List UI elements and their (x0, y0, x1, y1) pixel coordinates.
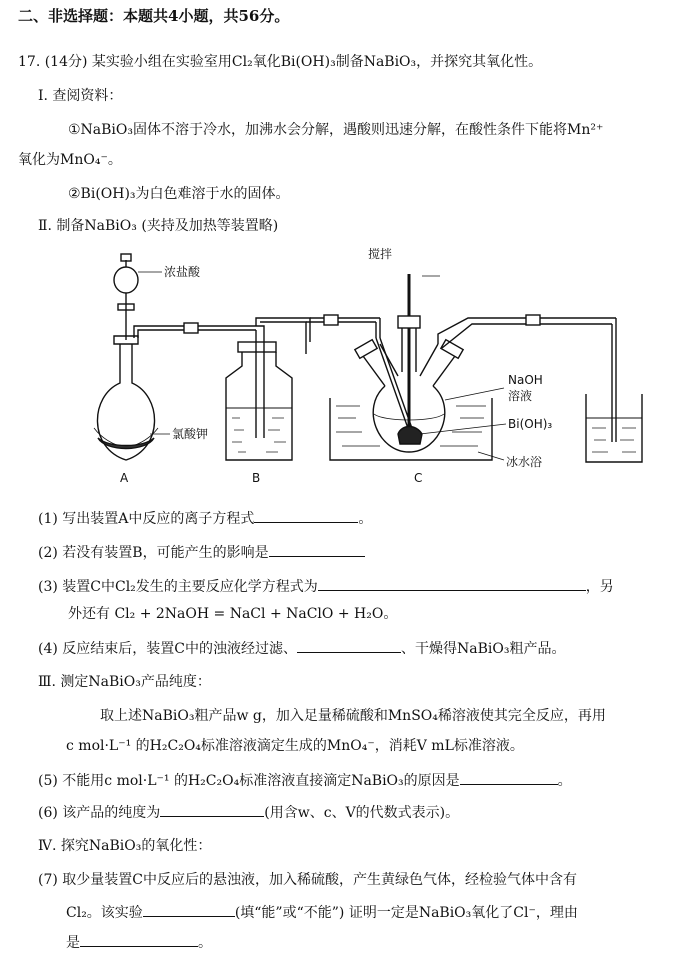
sub-question-3: (3) 装置C中Cl₂发生的主要反应化学方程式为 ，另 (38, 576, 614, 597)
sub-question-2: (2) 若没有装置B，可能产生的影响是 (38, 542, 365, 563)
label-c: C (414, 471, 423, 485)
apparatus-a (94, 254, 184, 460)
apparatus-b (226, 318, 310, 460)
sub-question-1: (1) 写出装置A中反应的离子方程式 。 (38, 508, 372, 529)
wash-bottle (226, 352, 292, 460)
answer-blank-4[interactable] (297, 638, 401, 653)
part-3-line-b: c mol·L⁻¹ 的H₂C₂O₄标准溶液滴定生成的MnO₄⁻，消耗V mL标准溶液。 (66, 738, 524, 754)
part-2-title: Ⅱ. 制备NaBiO₃ (夹持及加热等装置略) (38, 218, 279, 234)
answer-blank-5[interactable] (460, 770, 558, 785)
sub-question-6: (6) 该产品的纯度为 (用含w、c、V的代数式表示)。 (38, 802, 459, 823)
answer-blank-3[interactable] (318, 576, 586, 591)
left-neck-stopper (355, 340, 377, 359)
apparatus-diagram (80, 238, 660, 488)
absorption-beaker (586, 318, 642, 462)
label-bioh3: Bi(OH)₃ (508, 417, 553, 431)
part-3-title: Ⅲ. 测定NaBiO₃产品纯度： (38, 674, 211, 690)
label-conc-hcl: 浓盐酸 (164, 265, 201, 279)
sub-question-4: (4) 反应结束后，装置C中的浊液经过滤、 、干燥得NaBiO₃粗产品。 (38, 638, 565, 659)
info-1-line-b: 氧化为MnO₄⁻。 (18, 152, 122, 168)
part-3-line-a: 取上述NaBiO₃粗产品w g，加入足量稀硫酸和MnSO₄稀溶液使其完全反应，再用 (100, 708, 606, 724)
label-b: B (252, 471, 261, 485)
info-2: ②Bi(OH)₃为白色难溶于水的固体。 (68, 186, 290, 202)
sub-question-3-continued: 外还有 Cl₂ + 2NaOH = NaCl + NaClO + H₂O。 (68, 606, 398, 622)
label-stir: 搅拌 (368, 247, 393, 261)
answer-blank-2[interactable] (269, 542, 365, 557)
answer-blank-7b[interactable] (80, 932, 198, 947)
answer-blank-1[interactable] (254, 508, 358, 523)
right-neck-stopper (441, 340, 463, 359)
label-naoh-solution: 溶液 (508, 389, 533, 403)
bioh3-solid (398, 427, 422, 445)
label-a: A (120, 471, 129, 485)
apparatus-c (330, 274, 616, 460)
sub-question-7-line-b: Cl₂。该实验 (填“能”或“不能”) 证明一定是NaBiO₃氧化了Cl⁻，理由 (66, 902, 578, 923)
answer-blank-6[interactable] (160, 802, 264, 817)
sub-question-7-line-c: 是 。 (66, 932, 212, 953)
section-title: 二、非选择题：本题共4小题，共56分。 (18, 7, 290, 25)
label-ice-bath: 冰水浴 (506, 455, 543, 469)
sub-question-7-line-a: (7) 取少量装置C中反应后的悬浊液，加入稀硫酸，产生黄绿色气体，经检验气体中含有 (38, 872, 577, 888)
wash-bottle-stopper (238, 342, 276, 352)
separatory-funnel (114, 267, 138, 293)
label-kclo3: 氯酸钾 (172, 427, 209, 441)
question-17-header: 17. (14分) 某实验小组在实验室用Cl₂氧化Bi(OH)₃制备NaBiO₃，并探究其氧化性。 (18, 54, 543, 70)
info-1-line-a: ①NaBiO₃固体不溶于冷水，加沸水会分解，遇酸则迅速分解，在酸性条件下能将Mn²⁺ (68, 122, 604, 138)
center-neck-stopper (398, 316, 420, 328)
label-naoh: NaOH (508, 373, 543, 387)
part-4-title: Ⅳ. 探究NaBiO₃的氧化性： (38, 838, 212, 854)
part-1-title: Ⅰ. 查阅资料： (38, 88, 123, 104)
answer-blank-7a[interactable] (143, 902, 235, 917)
sub-question-5: (5) 不能用c mol·L⁻¹ 的H₂C₂O₄标准溶液直接滴定NaBiO₃的原因是 。 (38, 770, 572, 791)
